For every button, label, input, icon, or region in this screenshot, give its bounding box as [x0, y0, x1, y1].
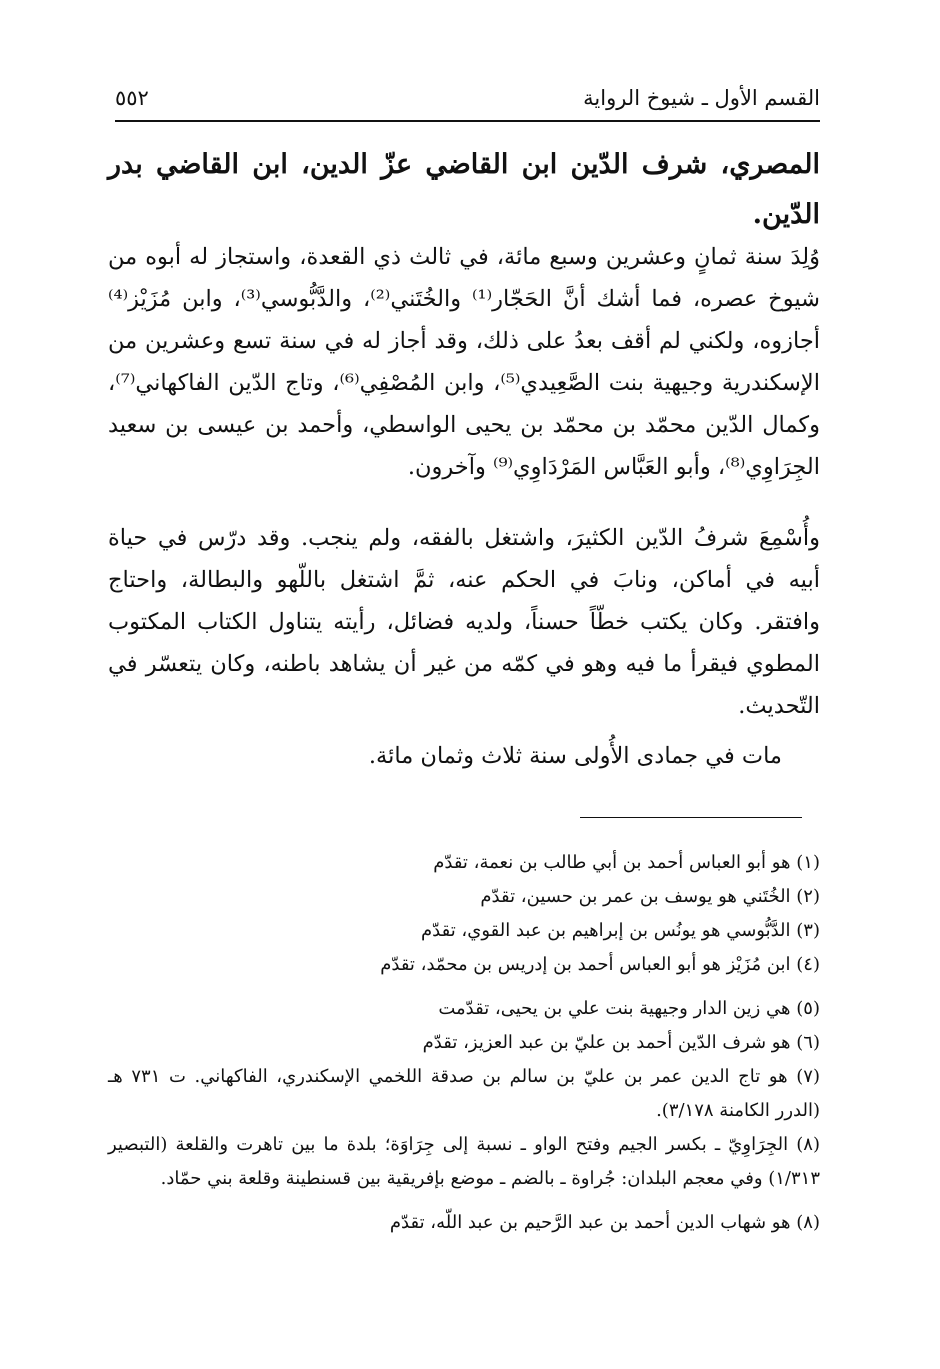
footnote-8: (٨) الجِرَاوِيّ ـ بكسر الجيم وفتح الواو ـ نسبة إلى جِرَاوَة؛ بلدة ما بين تاهرت والقلعة (التبصير ١/٣١٣) وفي معجم البلدان: جُراوة ـ بالضم ـ موضع بإفريقية بين قسنطينة وقلعة بني حمّاد.	[108, 1134, 820, 1189]
footnote-5: (٥) هي زين الدار وجيهية بنت علي بن يحيى، تقدّمت	[438, 998, 820, 1019]
paragraph-birth: وُلِدَ سنة ثمانٍ وعشرين وسبع مائة، في ثالث ذي القعدة، واستجاز له أبوه من شيوخ عصره، فما أشك أنَّ الحَجّار⁽¹⁾ والخُتَني⁽²⁾، والدَّبُّوسي⁽³⁾، وابن مُزَيْز⁽⁴⁾ أجازوه، ولكني لم أقف بعدُ على ذلك، وقد أجاز له في سنة تسع وعشرين من الإسكندرية وجيهية بنت الصَّعِيدي⁽⁵⁾، وابن المُصْفِي⁽⁶⁾، وتاج الدّين الفاكهاني⁽⁷⁾، وكمال الدّين محمّد بن محمّد بن يحيى الواسطي، وأحمد بن عيسى بن سعيد الجِرَاوِي⁽⁸⁾، وأبو العَبَّاس المَرْدَاوِي⁽⁹⁾ وآخرون.	[108, 244, 820, 480]
footnote-6: (٦) هو شرف الدّين أحمد بن عليّ بن عبد العزيز، تقدّم	[422, 1032, 820, 1053]
paragraph-study: وأُسْمِعَ شرفُ الدّين الكثيرَ، واشتغل بالفقه، ولم ينجب. وقد درّس في حياة أبيه في أماكن، ونابَ في الحكم عنه، ثمَّ اشتغل باللّهو والبطالة، واحتاج وافتقر. وكان يكتب خطّاً حسناً، ولديه فضائل، رأيته يتناول الكتاب المكتوب المطوي فيقرأ ما فيه وهو في كمّه من غير أن يشاهد باطنه، وكان يتعسّر في التّحديث.	[108, 525, 820, 719]
footnote-2: (٢) الخُتَني هو يوسف بن عمر بن حسين، تقدّم	[480, 886, 820, 907]
footnote-separator	[580, 817, 802, 818]
footnote-9: (٨) هو شهاب الدين أحمد بن عبد الرَّحيم بن عبد اللّه، تقدّم	[389, 1212, 820, 1233]
running-header	[115, 82, 820, 122]
death-statement: مات في جمادى الأُولى سنة ثلاث وثمان مائة.	[368, 743, 782, 769]
entry-heading: المصري، شرف الدّين ابن القاضي عزّ الدين، ابن القاضي بدر الدّين.	[108, 149, 820, 230]
section-title: القسم الأول ـ شيوخ الرواية	[583, 86, 820, 110]
footnote-4: (٤) ابن مُزَيْز هو أبو العباس أحمد بن إدريس بن محمّد، تقدّم	[380, 954, 820, 975]
footnote-1: (١) هو أبو العباس أحمد بن أبي طالب بن نعمة، تقدّم	[433, 852, 820, 873]
footnote-3: (٣) الدَّبُّوسي هو يونُس بن إبراهيم بن عبد القوي، تقدّم	[421, 920, 820, 941]
footnote-7: (٧) هو تاج الدين عمر بن عليّ بن سالم بن صدقة اللخمي الإسكندري، الفاكهاني. ت ٧٣١ هـ (الدرر الكامنة ٣/١٧٨).	[108, 1066, 820, 1121]
footnotes	[108, 846, 820, 1240]
page-number: ٥٥٢	[115, 86, 149, 110]
